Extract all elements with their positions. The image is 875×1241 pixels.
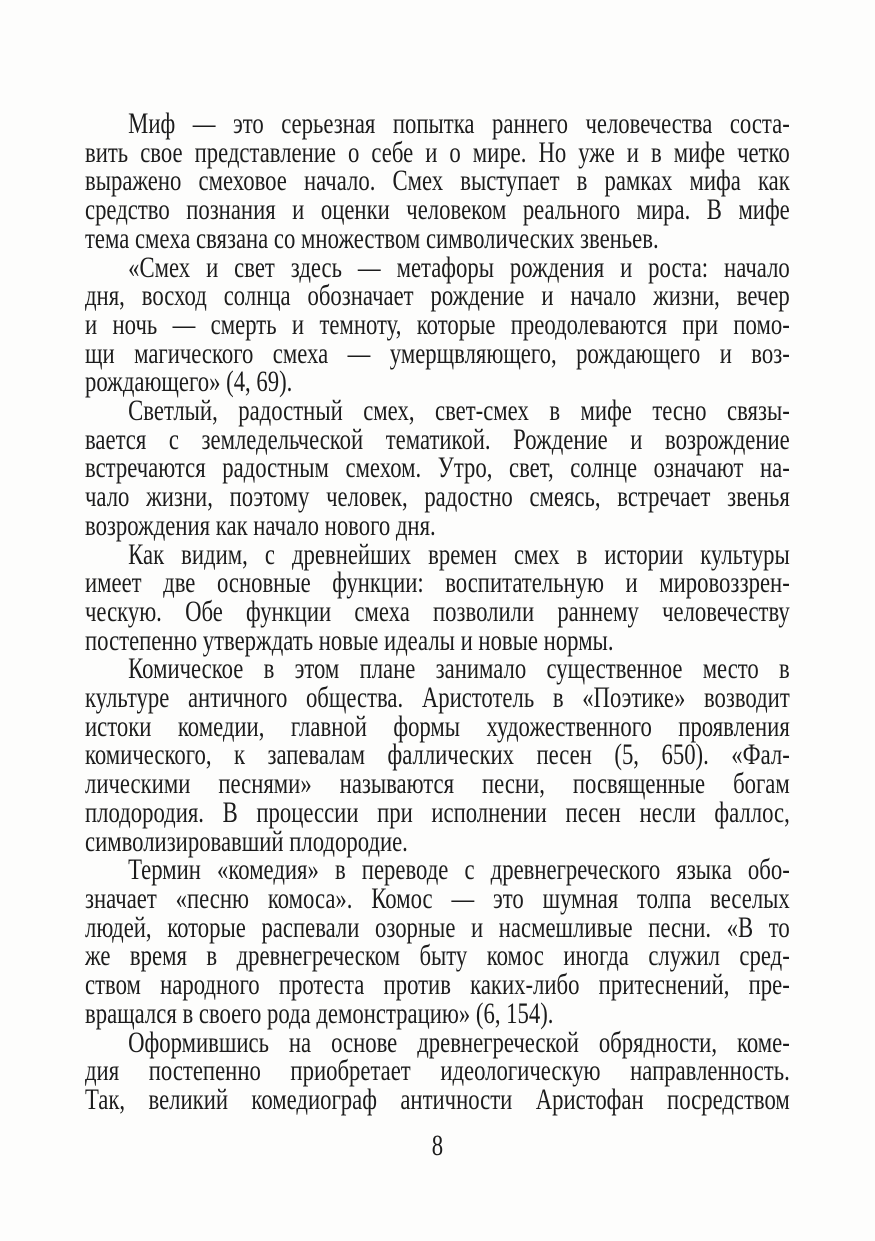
page-number: 8 bbox=[431, 1128, 444, 1162]
text-line: символизировавший плодородие. bbox=[85, 824, 408, 858]
text-line: дня, восход солнца обозначает рождение и начало жизни, вечер bbox=[85, 279, 790, 313]
paragraph bbox=[85, 107, 790, 255]
text-line: вращался в своего рода демонстрацию» (6, 154). bbox=[85, 996, 554, 1030]
text-line: истоки комедии, главной формы художественного проявления bbox=[85, 709, 790, 743]
text-line: вается с земледельческой тематикой. Рождение и возрождение bbox=[85, 422, 790, 456]
text-line: щи магического смеха — умерщвляющего, рождающего и воз- bbox=[85, 336, 790, 370]
text-line: же время в древнегреческом быту комос иногда служил сред- bbox=[85, 939, 790, 973]
paragraphs bbox=[85, 107, 790, 1116]
paragraph bbox=[85, 250, 790, 399]
text-line: вить свое представление о себе и о мире. Но уже и в мифе четко bbox=[85, 135, 790, 169]
text-line: плодородия. В процессии при исполнении песен несли фаллос, bbox=[85, 795, 790, 829]
text-line: дия постепенно приобретает идеологическую направленность. bbox=[85, 1054, 790, 1088]
text-line: постепенно утверждать новые идеалы и новые нормы. bbox=[85, 623, 614, 657]
text-line: культуре античного общества. Аристотель в «Поэтике» возводит bbox=[85, 681, 790, 715]
text-line: «Смех и свет здесь — метафоры рождения и роста: начало bbox=[128, 250, 790, 284]
paragraph bbox=[85, 394, 790, 542]
text-line: и ночь — смерть и темноту, которые преодолеваются при помо- bbox=[85, 307, 790, 341]
paragraph bbox=[85, 853, 790, 1030]
text-line: Термин «комедия» в переводе с древнегреческого языка обо- bbox=[128, 853, 790, 887]
text-line: рождающего» (4, 69). bbox=[85, 365, 293, 399]
text-line: людей, которые распевали озорные и насмешливые песни. «В то bbox=[85, 910, 790, 944]
text-line: Так, великий комедиограф античности Аристофан посредством bbox=[85, 1082, 790, 1116]
text-line: комического, к запевалам фаллических песен (5, 650). «Фал- bbox=[85, 738, 790, 772]
text-line: выражено смеховое начало. Смех выступает в рамках мифа как bbox=[85, 164, 790, 198]
text-line: Оформившись на основе древнегреческой обрядности, коме- bbox=[128, 1025, 790, 1059]
text-line: Светлый, радостный смех, свет-смех в мифе тесно связы- bbox=[128, 394, 790, 428]
text-line: Комическое в этом плане занимало существенное место в bbox=[128, 652, 790, 686]
text-line: встречаются радостным смехом. Утро, свет, солнце означают на- bbox=[85, 451, 790, 485]
text-line: ческую. Обе функции смеха позволили раннему человечеству bbox=[85, 594, 790, 628]
paragraph bbox=[85, 1025, 790, 1116]
paragraph bbox=[85, 537, 790, 657]
paragraph bbox=[85, 652, 790, 858]
text-line: имеет две основные функции: воспитательную и мировоззрен- bbox=[85, 566, 790, 600]
text-line: возрождения как начало нового дня. bbox=[85, 508, 436, 542]
text-line: ством народного протеста против каких-либо притеснений, пре- bbox=[85, 968, 790, 1002]
text-block bbox=[85, 107, 790, 1162]
text-line: Как видим, с древнейших времен смех в истории культуры bbox=[128, 537, 790, 571]
text-line: лическими песнями» называются песни, посвященные богам bbox=[85, 767, 790, 801]
text-line: тема смеха связана со множеством символических звеньев. bbox=[85, 221, 659, 255]
text-line: Миф — это серьезная попытка раннего человечества соста- bbox=[128, 107, 790, 140]
text-line: чало жизни, поэтому человек, радостно смеясь, встречает звенья bbox=[85, 480, 790, 514]
text-line: значает «песню комоса». Комос — это шумная толпа веселых bbox=[85, 881, 790, 915]
text-line: средство познания и оценки человеком реального мира. В мифе bbox=[85, 193, 790, 227]
